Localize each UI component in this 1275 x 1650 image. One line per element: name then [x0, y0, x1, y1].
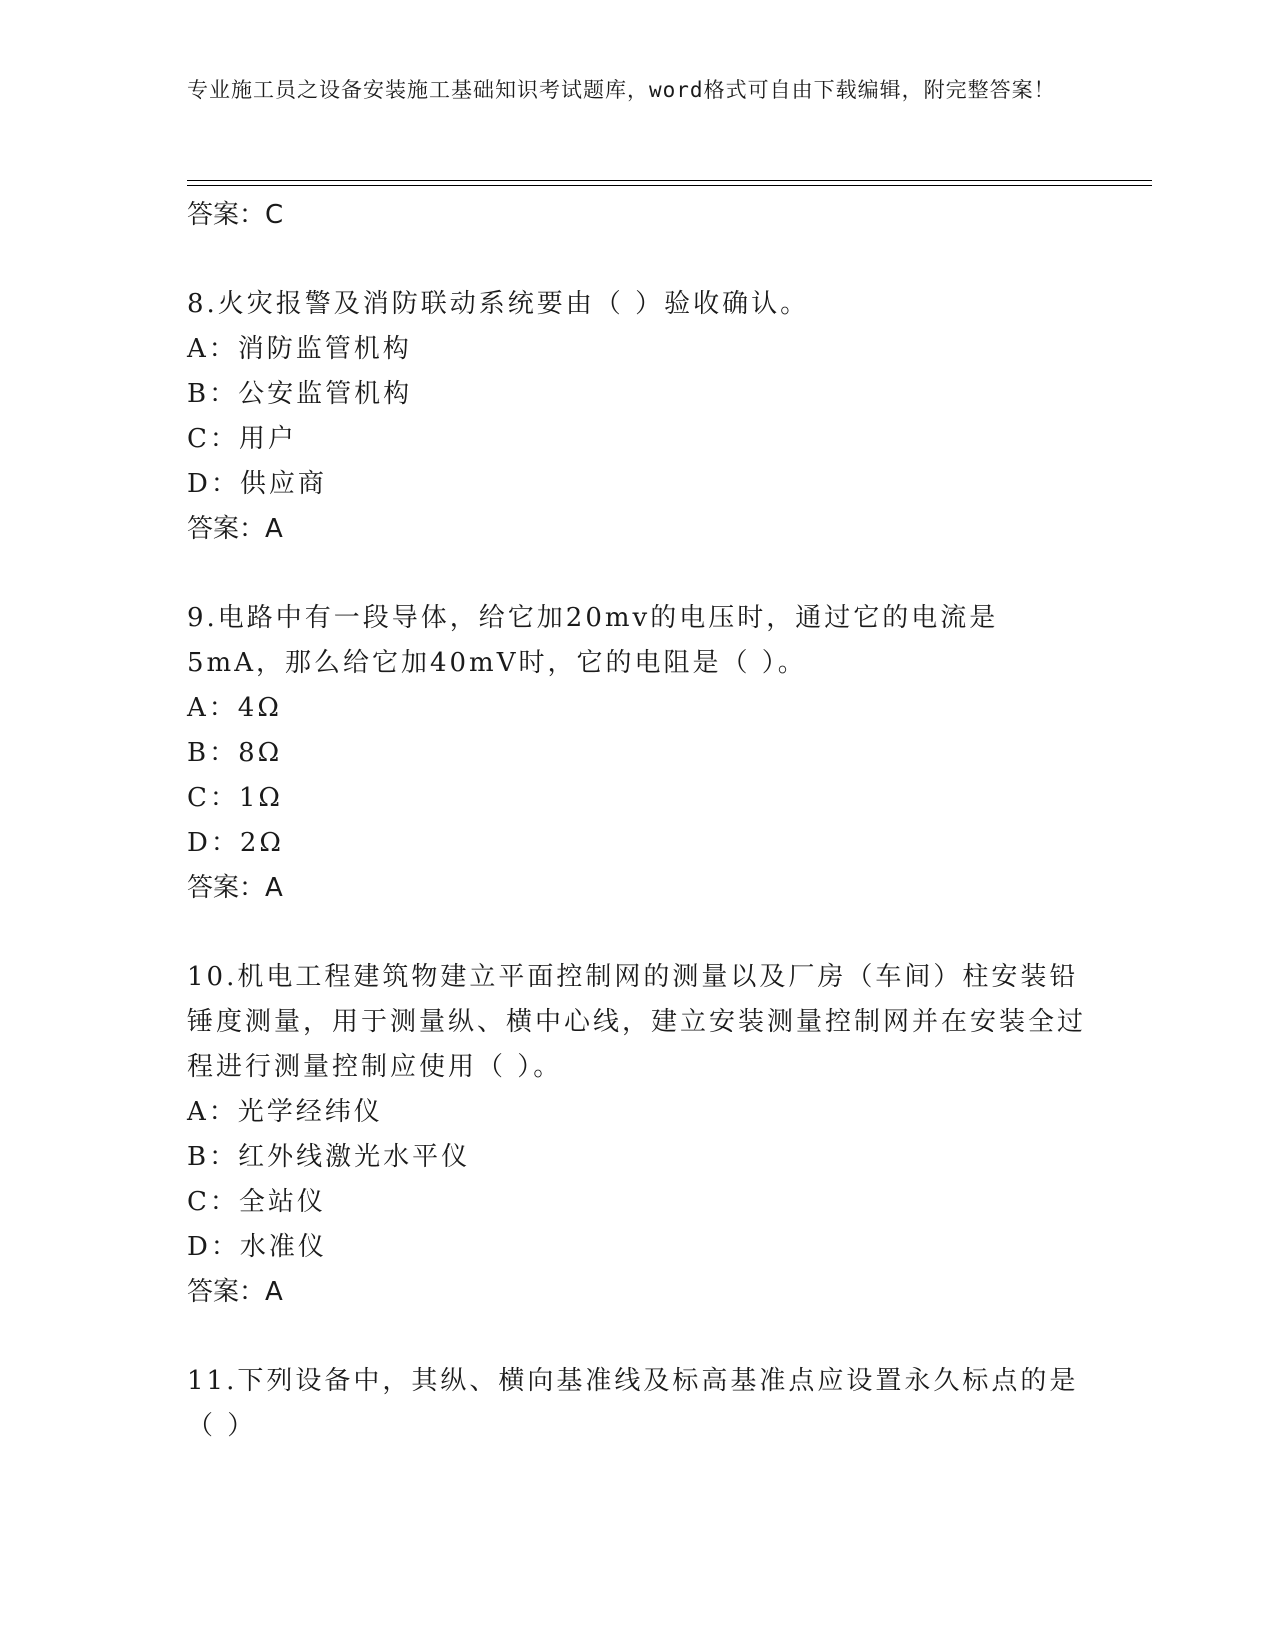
question-8 — [187, 282, 1087, 552]
option-c: C：1Ω — [187, 783, 283, 813]
question-9 — [187, 596, 1087, 911]
question-text: 11.下列设备中，其纵、横向基准线及标高基准点应设置永久标点的是（ ） — [187, 1366, 1079, 1441]
option-d: D：供应商 — [187, 469, 327, 499]
header-divider-top — [187, 180, 1152, 181]
answer-line: 答案：A — [187, 873, 283, 903]
option-a: A：4Ω — [187, 693, 282, 723]
answer-line: 答案：C — [187, 200, 284, 230]
option-b: B：8Ω — [187, 738, 283, 768]
option-a: A：消防监管机构 — [187, 334, 412, 364]
option-b: B：红外线激光水平仪 — [187, 1142, 471, 1172]
answer-line: 答案：A — [187, 1277, 283, 1307]
question-text: 8.火灾报警及消防联动系统要由（ ）验收确认。 — [187, 289, 810, 319]
document-header: 专业施工员之设备安装施工基础知识考试题库，word格式可自由下载编辑，附完整答案！ — [187, 78, 1056, 102]
option-c: C：全站仪 — [187, 1187, 326, 1217]
option-d: D：水准仪 — [187, 1232, 327, 1262]
question-11 — [187, 1359, 1087, 1449]
option-b: B：公安监管机构 — [187, 379, 413, 409]
question-10 — [187, 955, 1087, 1315]
question-list — [187, 193, 1087, 1493]
question-text: 9.电路中有一段导体，给它加20mv的电压时，通过它的电流是5mA，那么给它加40mV时，它的电阻是（ ）。 — [187, 603, 999, 678]
option-a: A：光学经纬仪 — [187, 1097, 383, 1127]
question-text: 10.机电工程建筑物建立平面控制网的测量以及厂房（车间）柱安装铅锤度测量，用于测量纵、横中心线，建立安装测量控制网并在安装全过程进行测量控制应使用（ ）。 — [187, 962, 1087, 1082]
option-c: C：用户 — [187, 424, 297, 454]
option-d: D：2Ω — [187, 828, 284, 858]
header-divider-bottom — [187, 185, 1152, 186]
answer-line: 答案：A — [187, 514, 283, 544]
